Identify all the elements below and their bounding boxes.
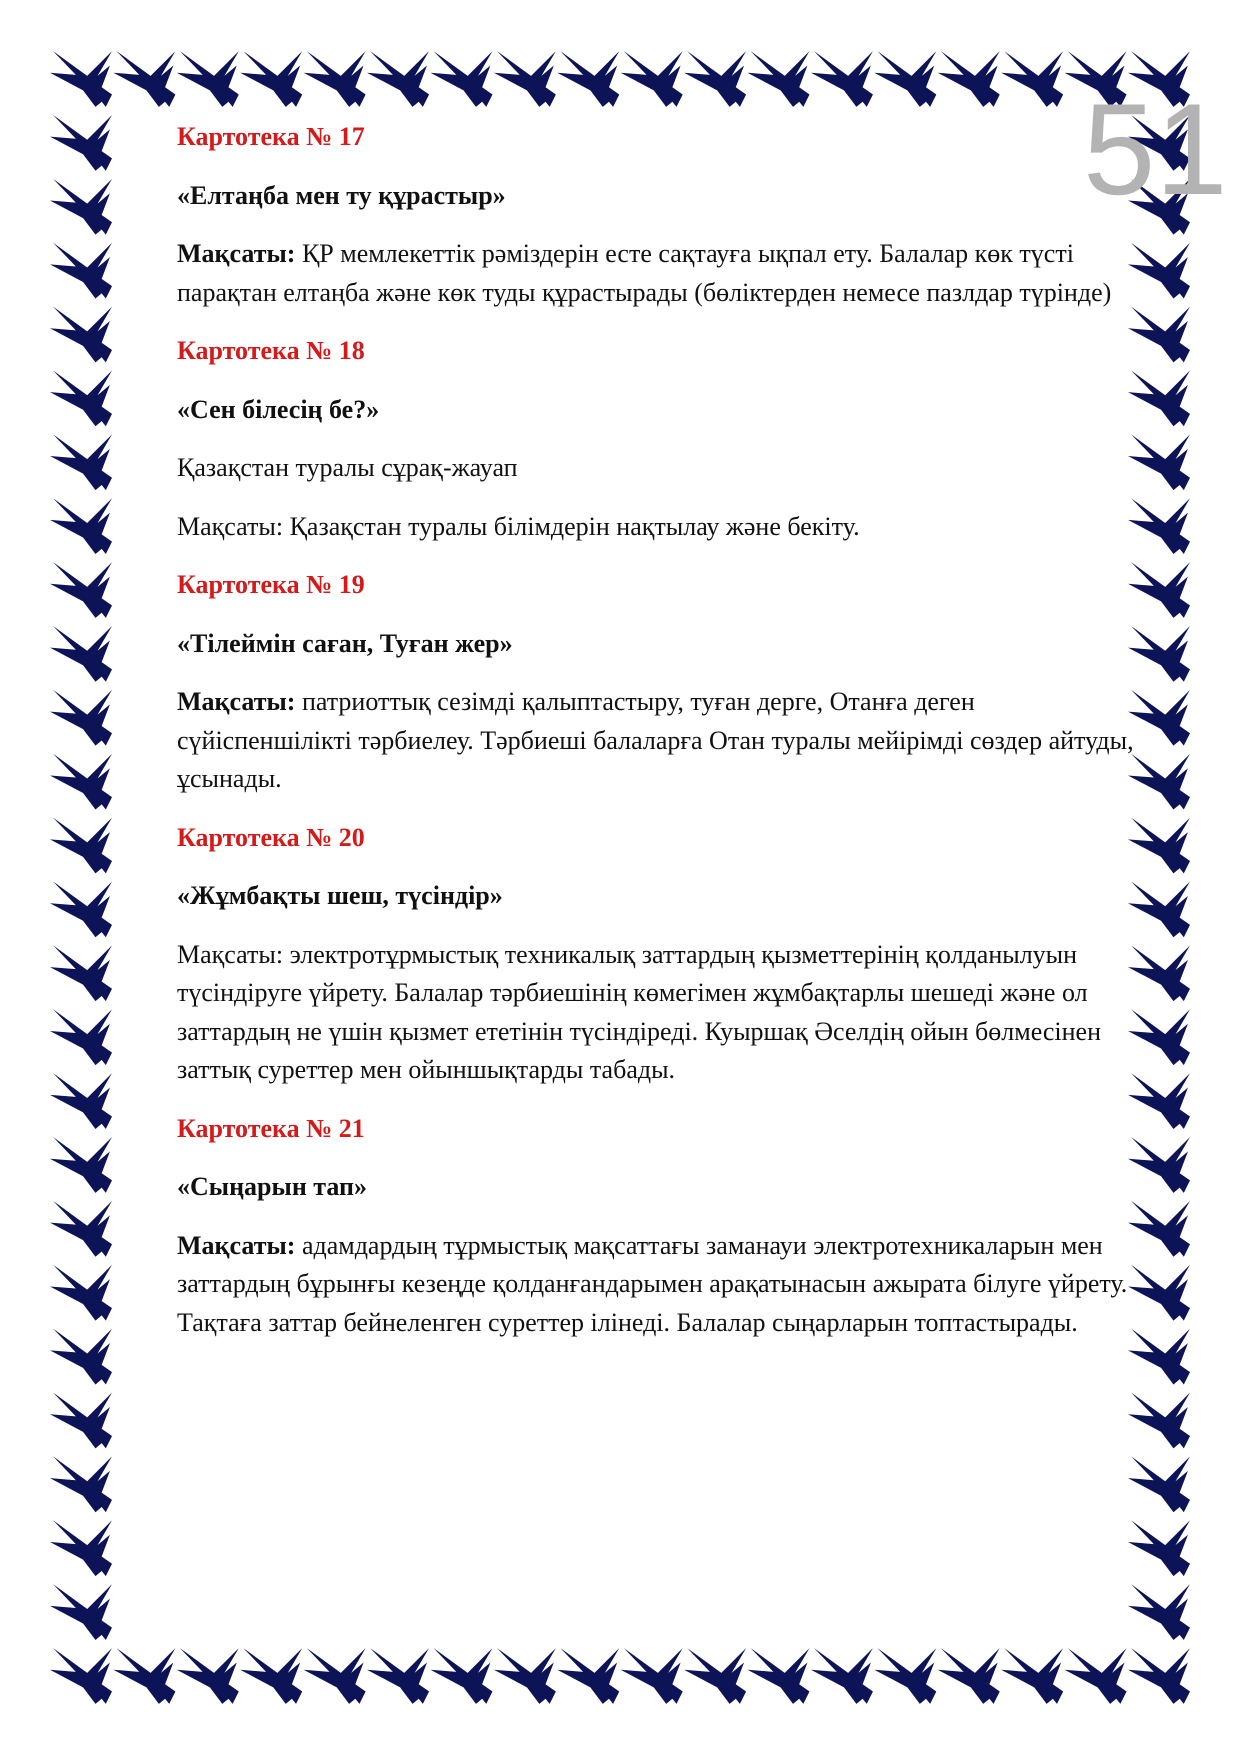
swallow-icon <box>1128 1456 1190 1512</box>
swallow-icon <box>50 498 112 554</box>
swallow-icon <box>684 51 746 107</box>
swallow-icon <box>367 51 429 107</box>
swallow-icon <box>50 1648 112 1704</box>
swallow-icon <box>874 1648 936 1704</box>
paragraph-text: Қазақстан туралы сұрақ-жауап <box>177 453 518 482</box>
paragraph-text: Мақсаты: Қазақстан туралы білімдерін нақтылау және бекіту. <box>177 511 860 541</box>
swallow-icon <box>50 434 112 490</box>
card-17 <box>177 118 1147 312</box>
swallow-icon <box>494 1648 556 1704</box>
swallow-icon <box>557 1648 619 1704</box>
swallow-icon <box>1128 1648 1190 1704</box>
swallow-icon <box>304 51 366 107</box>
swallow-icon <box>1001 51 1063 107</box>
card-21 <box>177 1110 1147 1343</box>
swallow-icon <box>748 51 810 107</box>
card-heading: Картотека № 21 <box>177 1113 365 1143</box>
card-18 <box>177 332 1147 546</box>
goal-label: Мақсаты: <box>177 239 296 268</box>
paragraph-text: адамдардың тұрмыстық мақсаттағы заманауи электротехникаларын мен заттардың бұрынғы кезеңде қолданғандарымен арақатынасын ажырата білуге үйрету. Тақтаға заттар бейнеленген суреттер ілінеді. Балалар сыңарларын топтастырады. <box>177 1230 1128 1337</box>
goal-label: Мақсаты: <box>177 687 296 716</box>
swallow-icon <box>50 51 112 107</box>
page-number: 51 <box>1083 76 1228 222</box>
swallow-icon <box>1065 1648 1127 1704</box>
swallow-icon <box>811 51 873 107</box>
card-heading: Картотека № 19 <box>177 570 365 599</box>
swallow-icon <box>50 1009 112 1065</box>
swallow-icon <box>748 1648 810 1704</box>
content <box>177 118 1147 1362</box>
card-19 <box>177 566 1147 799</box>
swallow-icon <box>50 754 112 810</box>
swallow-icon <box>494 51 556 107</box>
swallow-icon <box>50 1073 112 1129</box>
swallow-icon <box>50 882 112 938</box>
swallow-icon <box>684 1648 746 1704</box>
paragraph <box>177 683 1147 799</box>
swallow-icon <box>1128 1520 1190 1576</box>
swallow-icon <box>811 1648 873 1704</box>
swallow-icon <box>50 1265 112 1321</box>
swallow-icon <box>50 307 112 363</box>
paragraph <box>177 449 1147 488</box>
swallow-icon <box>1128 1584 1190 1640</box>
swallow-icon <box>113 1648 175 1704</box>
swallow-icon <box>430 51 492 107</box>
game-title: «Елтаңба мен ту құрастыр» <box>177 180 506 210</box>
swallow-icon <box>621 1648 683 1704</box>
swallow-icon <box>50 626 112 682</box>
swallow-icon <box>50 818 112 874</box>
card-heading: Картотека № 20 <box>177 822 365 852</box>
swallow-icon <box>621 51 683 107</box>
game-title: «Жұмбақты шеш, түсіндір» <box>177 881 503 910</box>
swallow-icon <box>50 179 112 235</box>
paragraph-text: Мақсаты: электротұрмыстық техникалық заттардың қызметтерінің қолданылуын түсіндіруге үйрету. Балалар тәрбиешінің көмегімен жұмбақтарлы шешеді және ол заттардың не үшін қызмет ететінін түсіндіреді. Куыршақ Әселдің ойын бөлмесінен заттық суреттер мен ойыншықтарды табады. <box>177 939 1102 1084</box>
game-title: «Сыңарын тап» <box>177 1172 368 1201</box>
swallow-icon <box>113 51 175 107</box>
swallow-icon <box>50 1329 112 1385</box>
swallow-icon <box>50 1201 112 1257</box>
swallow-icon <box>1128 1393 1190 1449</box>
card-heading: Картотека № 17 <box>177 122 365 151</box>
swallow-icon <box>240 1648 302 1704</box>
swallow-icon <box>938 1648 1000 1704</box>
swallow-icon <box>50 243 112 299</box>
swallow-icon <box>430 1648 492 1704</box>
swallow-icon <box>50 1456 112 1512</box>
goal-label: Мақсаты: <box>177 1230 296 1260</box>
swallow-icon <box>50 1584 112 1640</box>
swallow-icon <box>240 51 302 107</box>
swallow-icon <box>304 1648 366 1704</box>
swallow-icon <box>177 1648 239 1704</box>
paragraph-text: патриоттық сезімді қалыптастыру, туған дерге, Отанға деген сүйіспеншілікті тәрбиелеу. Тәрбиеші балаларға Отан туралы мейірімді сөздер айтуды, ұсынады. <box>177 687 1134 793</box>
paragraph <box>177 936 1147 1090</box>
card-20 <box>177 819 1147 1090</box>
game-title: «Сен білесің бе?» <box>177 394 380 424</box>
swallow-icon <box>50 115 112 171</box>
card-heading: Картотека № 18 <box>177 336 365 365</box>
swallow-icon <box>50 370 112 426</box>
swallow-icon <box>50 1520 112 1576</box>
paragraph-text: ҚР мемлекеттік рәміздерін есте сақтауға ықпал ету. Балалар көк түсті парақтан елтаңба және көк туды құрастырады (бөліктерден немесе пазлдар түрінде) <box>177 239 1112 307</box>
swallow-icon <box>874 51 936 107</box>
paragraph <box>177 1227 1147 1343</box>
swallow-icon <box>50 690 112 746</box>
game-title: «Тілеймін саған, Туған жер» <box>177 628 513 658</box>
swallow-icon <box>1001 1648 1063 1704</box>
swallow-icon <box>50 1393 112 1449</box>
swallow-icon <box>177 51 239 107</box>
swallow-icon <box>50 945 112 1001</box>
swallow-icon <box>50 562 112 618</box>
paragraph <box>177 235 1147 312</box>
swallow-icon <box>938 51 1000 107</box>
paragraph <box>177 508 1147 547</box>
swallow-icon <box>367 1648 429 1704</box>
swallow-icon <box>50 1137 112 1193</box>
swallow-icon <box>557 51 619 107</box>
